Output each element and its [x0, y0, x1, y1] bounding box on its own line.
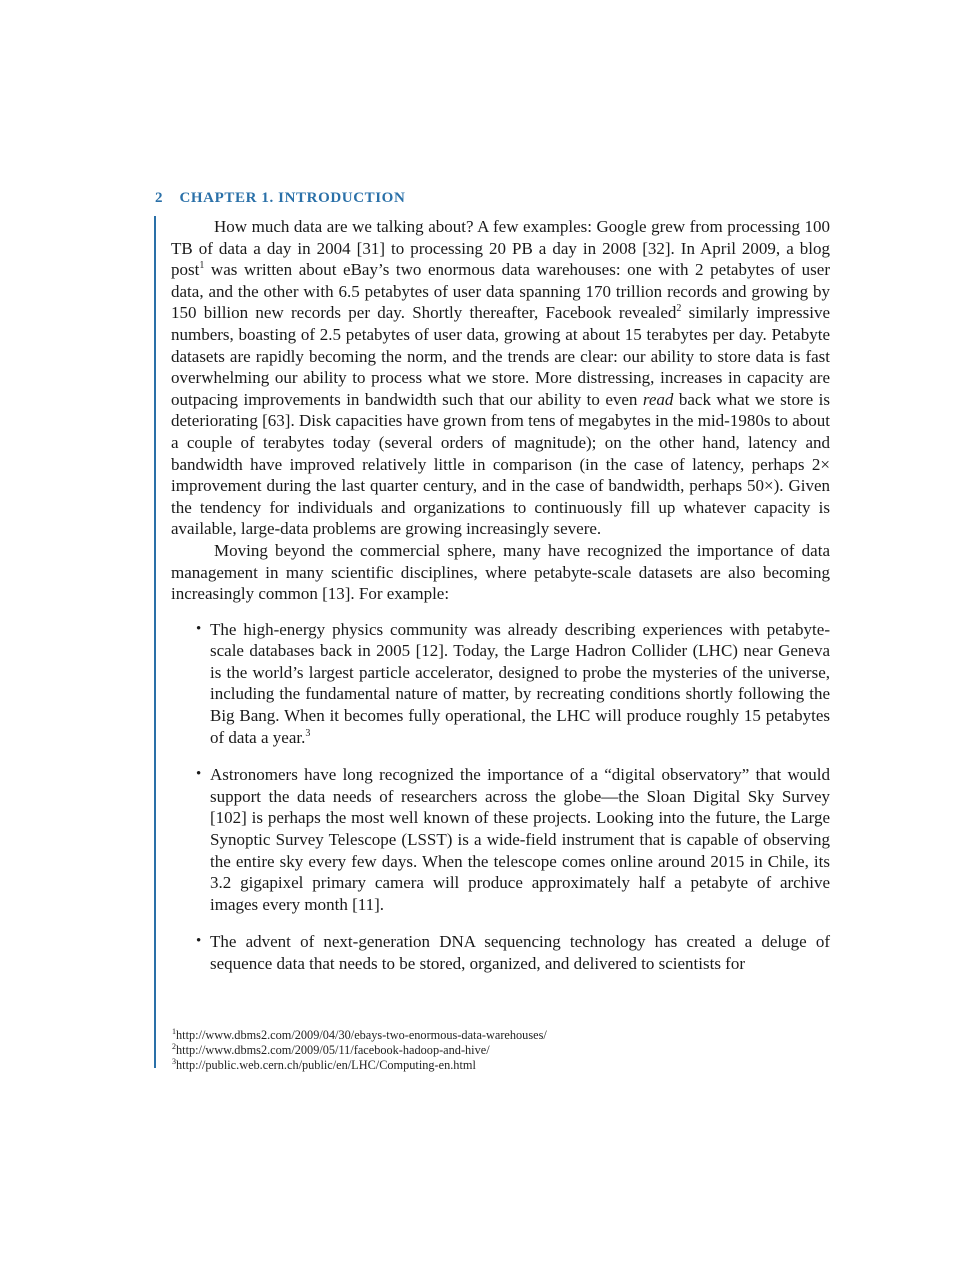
footnote: $^2$http://www.dbms2.com/2009/05/11/facebook-hadoop-and-hive/ [172, 1042, 490, 1057]
footnote-link[interactable]: http://www.dbms2.com/2009/05/11/facebook-hadoop-and-hive/ [176, 1043, 490, 1057]
list-item: • Astronomers have long recognized the importance of a “digital observatory” that would support the data needs of researchers across the globe—the Sloan Digital Sky Survey [102] is perhaps the most well known of these projects. Looking into the future, the Large Synoptic Survey Telescope (LSST) is a wide-field instrument that is capable of observing the entire sky every few days. When the telescope comes online around 2015 in Chile, its 3.2 gigapixel primary camera will produce approximately half a petabyte of archive images every month [11]. [196, 765, 830, 914]
footnote-ref-1: 1 [199, 260, 205, 272]
paragraph-1: How much data are we talking about? A few examples: Google grew from processing 100 TB of data a day in 2004 [31] to processing 20 PB a day in 2008 [32]. In April 2009, a blog post$^1$ was written about eBay’s two enormous data warehouses: one with 2 petabytes of user data, and the other with 6.5 petabytes of user data spanning 170 trillion records and growing by 150 billion new records per day. Shortly thereafter, Facebook revealed$^2$ similarly impressive numbers, boasting of 2.5 petabytes of user data, growing at about 15 terabytes per day. Petabyte datasets are rapidly becoming the norm, and the trends are clear: our ability to store data is fast overwhelming our ability to process what we store. More distressing, increases in capacity are outpacing improvements in bandwidth such that our ability to even read back what we store is deteriorating [63]. Disk capacities have grown from tens of megabytes in the mid-1980s to about a couple of terabytes today (several orders of magnitude); on the other hand, latency and bandwidth have improved relatively little in comparison (in the case of latency, perhaps 2× improvement during the last quarter century, and in the case of bandwidth, perhaps 50×). Given the tendency for individuals and organizations to continuously fill up whatever capacity is available, large-data problems are growing increasingly severe. [171, 217, 831, 539]
footnote-ref-3: 3 [305, 727, 311, 739]
footnote: $^3$http://public.web.cern.ch/public/en/LHC/Computing-en.html [172, 1057, 476, 1072]
footnote-link[interactable]: http://public.web.cern.ch/public/en/LHC/Computing-en.html [176, 1058, 476, 1072]
margin-rule [154, 216, 156, 1068]
paragraph-2: Moving beyond the commercial sphere, many have recognized the importance of data management in many scientific disciplines, where petabyte-scale datasets are also becoming increasingly common [13]. For example: [171, 540, 830, 604]
footnote: $^1$http://www.dbms2.com/2009/04/30/ebays-two-enormous-data-warehouses/ [172, 1027, 547, 1042]
chapter-title: CHAPTER 1. INTRODUCTION [179, 190, 406, 206]
footnotes [172, 1028, 547, 1073]
list-item: • The high-energy physics community was already describing experiences with petabyte-scale databases back in 2005 [12]. Today, the Large Hadron Collider (LHC) near Geneva is the world’s largest particle accelerator, designed to probe the mysteries of the universe, including the fundamental nature of matter, by recreating conditions shortly following the Big Bang. When it becomes fully operational, the LHC will produce roughly 15 petabytes of data a year.$^3$ [196, 619, 830, 747]
running-header [155, 190, 405, 207]
bullet-icon: • [196, 620, 202, 637]
list-item: • The advent of next-generation DNA sequencing technology has created a deluge of sequence data that needs to be stored, organized, and delivered to scientists for [196, 932, 830, 973]
emphasis-read: read [642, 389, 674, 409]
bullet-list [171, 619, 830, 975]
page-number: 2 [155, 190, 164, 206]
bullet-icon: • [196, 766, 202, 783]
body-text [171, 216, 830, 991]
footnote-link[interactable]: http://www.dbms2.com/2009/04/30/ebays-two-enormous-data-warehouses/ [176, 1028, 547, 1042]
footnote-ref-2: 2 [676, 303, 682, 315]
bullet-icon: • [196, 933, 202, 950]
